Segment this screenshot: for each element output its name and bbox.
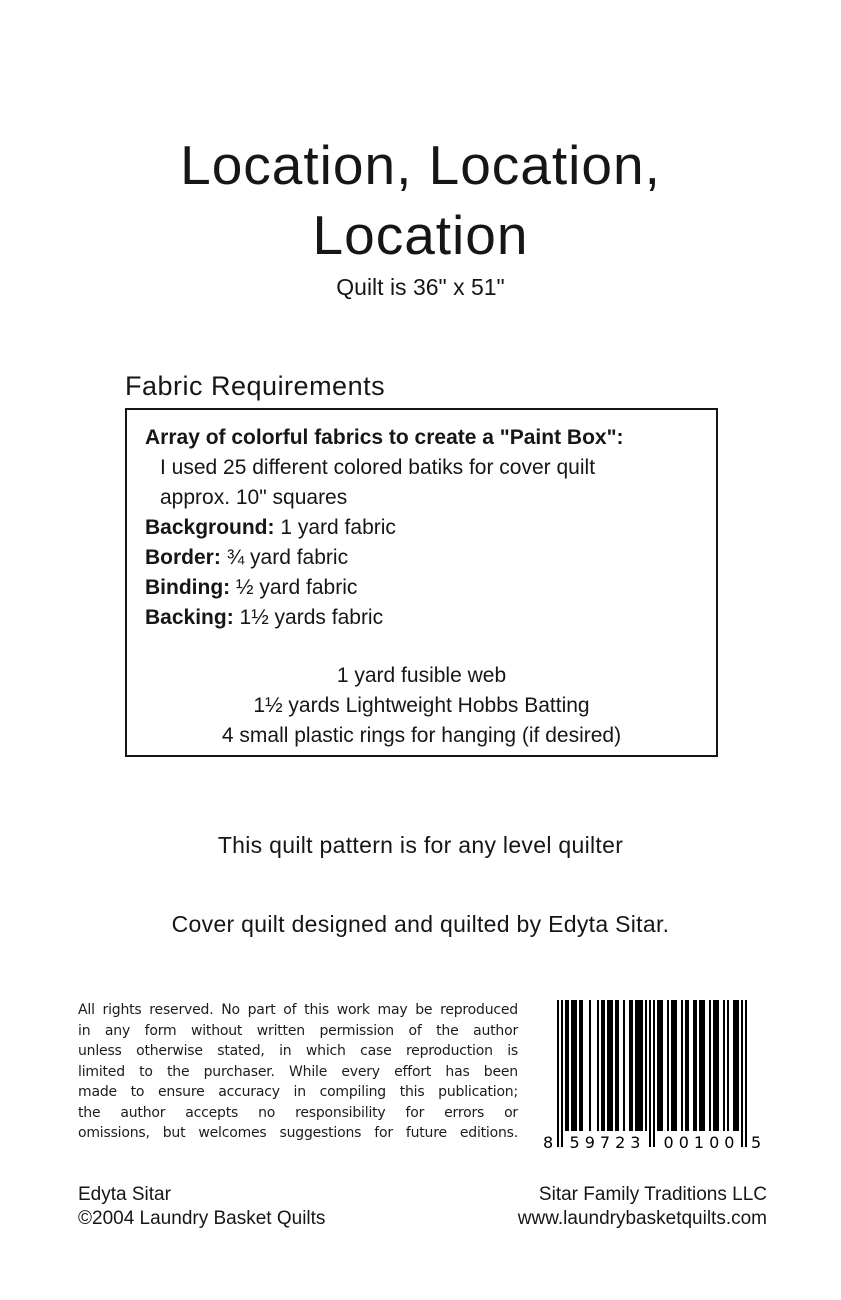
fabric-item-value: 1½ yards fabric [239,606,384,629]
barcode-module [745,1000,747,1147]
fabric-item-binding [145,573,698,603]
legal-line: unless otherwise stated, in which case reproduction is [78,1043,518,1059]
fabric-item-value: 1 yard fabric [280,516,396,539]
upc-barcode [543,1000,765,1152]
barcode-digits-right: 00100 [663,1133,740,1152]
legal-line: the author accepts no responsibility for errors or [78,1104,518,1121]
footer-author: Edyta Sitar [78,1184,171,1205]
barcode-digits-left: 59723 [569,1133,646,1152]
designer-credit-note: Cover quilt designed and quilted by Edyta Sitar. [171,911,670,937]
fabric-item-value: ¾ yard fabric [226,546,349,569]
legal-paragraph [78,1000,518,1144]
fabric-extra-line: 4 small plastic rings for hanging (if desired) [221,724,622,747]
quilt-size-subtitle: Quilt is 36" x 51" [336,274,505,300]
page-title [0,130,841,270]
fabric-item-label: Backing: [145,606,234,629]
fabric-item-value: ½ yard fabric [235,576,358,599]
fabric-intro-line: approx. 10" squares [160,486,348,509]
skill-level-note: This quilt pattern is for any level quilter [217,832,624,858]
barcode-bars [557,1000,747,1147]
fabric-extra-line: 1 yard fusible web [336,664,507,687]
footer-left [78,1183,325,1231]
legal-line: omissions, but welcomes suggestions for future editions. [78,1125,518,1141]
fabric-item-label: Binding: [145,576,231,599]
barcode-digit-check: 5 [751,1133,762,1152]
page-title-line2: Location [312,204,529,266]
barcode-digit-first: 8 [543,1133,554,1152]
legal-line: in any form without written permission of the author [78,1022,518,1039]
legal-line: limited to the purchaser. While every effort has been [78,1063,518,1080]
fabric-item-label: Background: [145,516,275,539]
fabric-intro-bold: Array of colorful fabrics to create a "Paint Box": [145,426,624,449]
page-title-line1: Location, Location, [180,134,661,196]
legal-line: made to ensure accuracy in compiling this publication; [78,1084,518,1100]
fabric-item-label: Border: [145,546,221,569]
footer-right [441,1183,767,1231]
fabric-extra-line: 1½ yards Lightweight Hobbs Batting [253,694,590,717]
footer-website: www.laundrybasketquilts.com [517,1208,767,1229]
fabric-requirements-box [125,408,718,757]
fabric-item-border [145,543,698,573]
footer-company: Sitar Family Traditions LLC [538,1184,767,1205]
fabric-extras [145,661,698,751]
footer-copyright: ©2004 Laundry Basket Quilts [78,1208,326,1229]
fabric-intro-line: I used 25 different colored batiks for cover quilt [160,456,596,479]
fabric-item-background [145,513,698,543]
fabric-item-backing [145,603,698,633]
legal-line: All rights reserved. No part of this work may be reproduced [78,1002,518,1018]
fabric-requirements-heading: Fabric Requirements [125,371,386,401]
